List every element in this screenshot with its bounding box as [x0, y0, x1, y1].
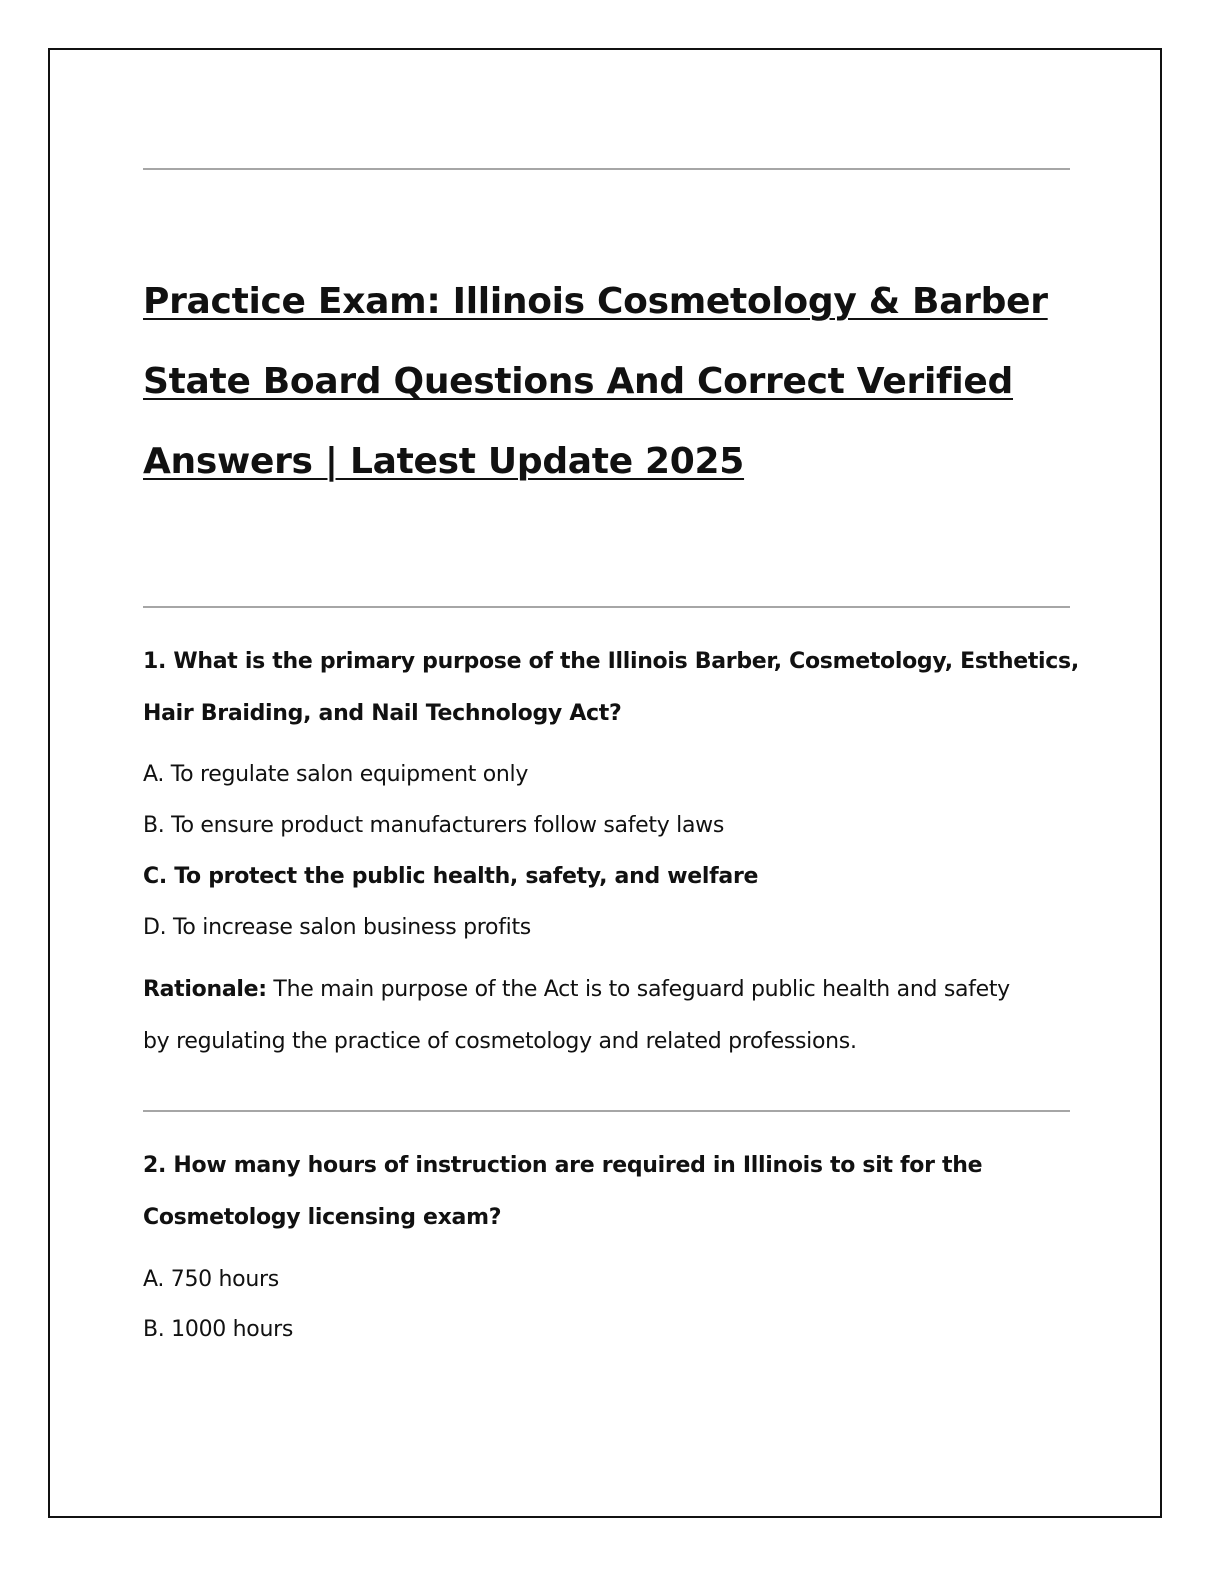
question-1-option-d: D. To increase salon business profits — [143, 915, 531, 940]
rationale-label: Rationale: — [143, 977, 267, 1002]
question-2-line-2: Cosmetology licensing exam? — [143, 1205, 502, 1230]
question-1-line-2: Hair Braiding, and Nail Technology Act? — [143, 701, 622, 726]
horizontal-rule-after-title — [143, 606, 1070, 608]
question-1-line-1: 1. What is the primary purpose of the Illinois Barber, Cosmetology, Esthetics, — [143, 649, 1079, 674]
question-2-option-b: B. 1000 hours — [143, 1317, 294, 1342]
question-1-text — [143, 636, 1079, 740]
question-2-option-a: A. 750 hours — [143, 1267, 279, 1292]
document-title — [143, 262, 1063, 502]
title-line-3: Answers | Latest Update 2025 — [143, 441, 745, 482]
question-1-option-b: B. To ensure product manufacturers follow safety laws — [143, 813, 724, 838]
title-line-2: State Board Questions And Correct Verified — [143, 361, 1013, 402]
rationale-line-2: by regulating the practice of cosmetology and related professions. — [143, 1029, 857, 1054]
question-1-rationale — [143, 964, 1073, 1068]
question-2-text — [143, 1140, 1073, 1244]
question-1-option-a: A. To regulate salon equipment only — [143, 762, 529, 787]
title-line-1: Practice Exam: Illinois Cosmetology & Barber — [143, 281, 1048, 322]
question-1-option-c-correct: C. To protect the public health, safety, and welfare — [143, 864, 759, 889]
rationale-text-1: The main purpose of the Act is to safeguard public health and safety — [266, 977, 1010, 1002]
question-2-line-1: 2. How many hours of instruction are required in Illinois to sit for the — [143, 1153, 983, 1178]
horizontal-rule-top — [143, 168, 1070, 170]
rationale-line-1 — [143, 964, 1073, 1016]
horizontal-rule-between-questions — [143, 1110, 1070, 1112]
